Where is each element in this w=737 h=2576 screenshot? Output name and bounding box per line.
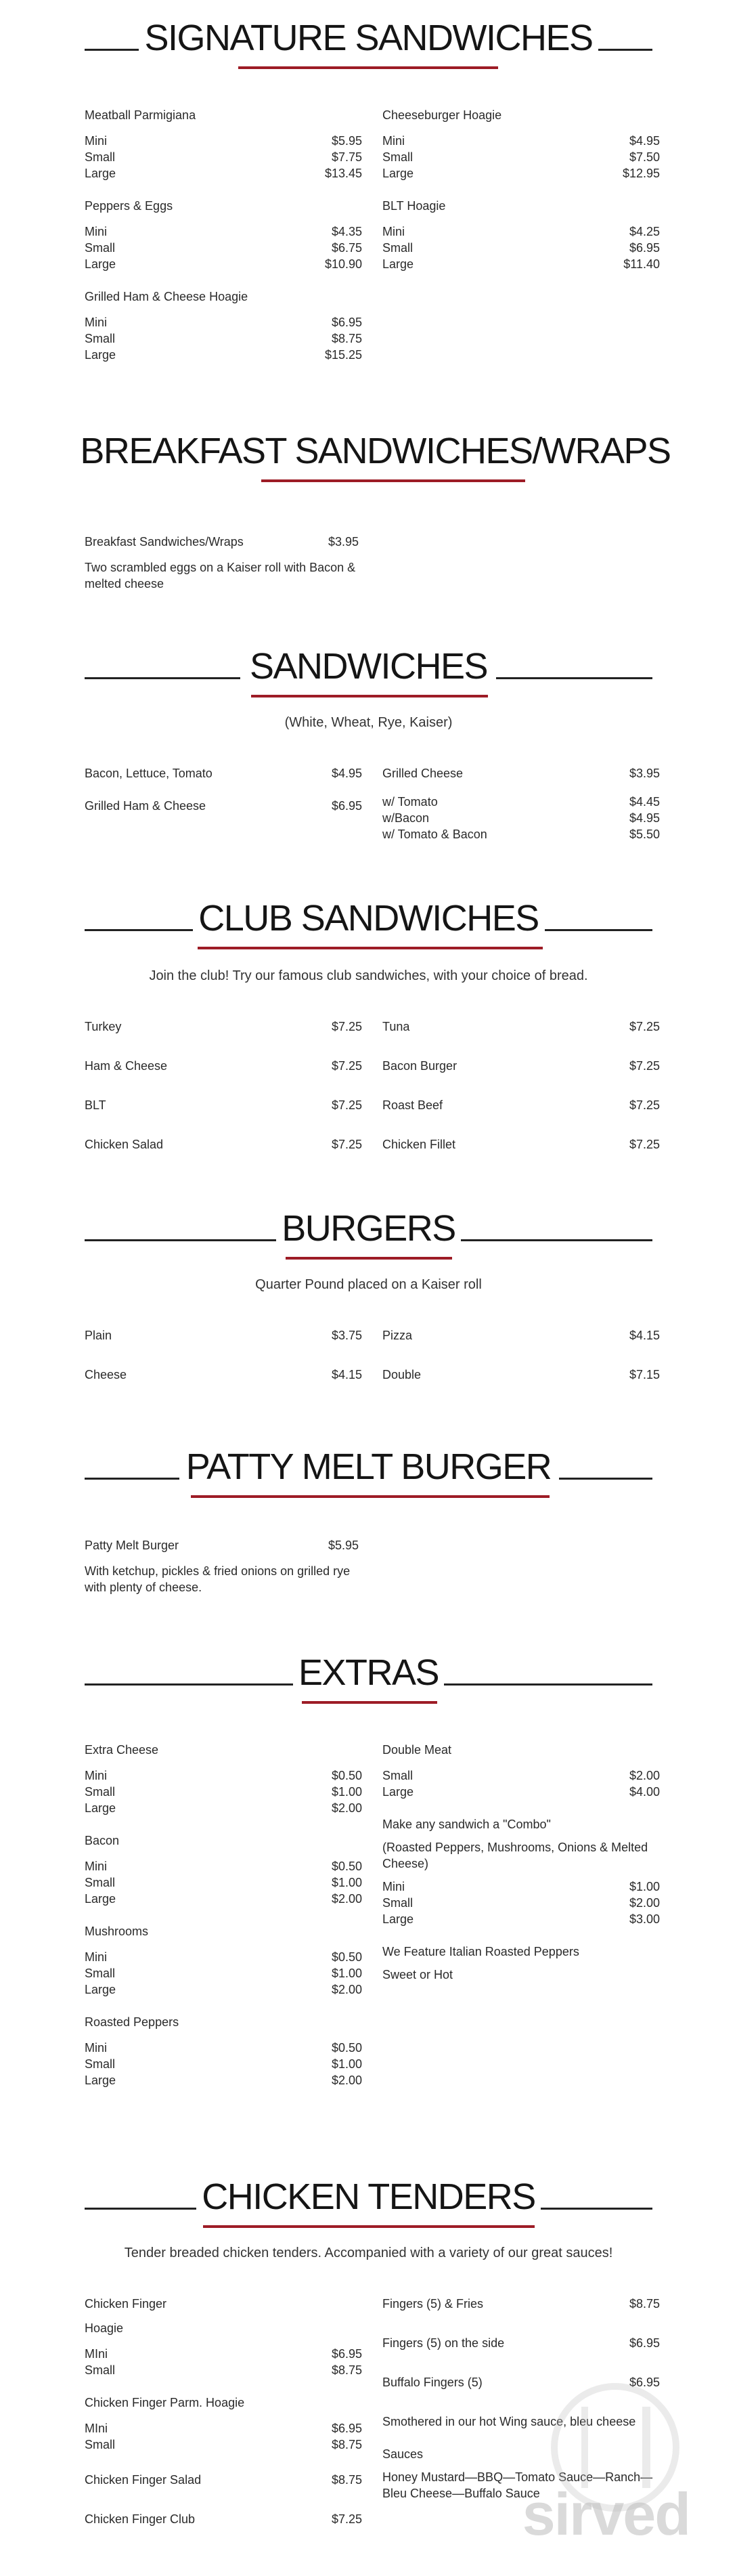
item-description: Two scrambled eggs on a Kaiser roll with Bacon & melted cheese	[85, 561, 356, 591]
item-name: Chicken Finger	[85, 2297, 167, 2311]
club-left-column	[85, 1018, 362, 1176]
item-name: Patty Melt Burger	[85, 1539, 179, 1552]
item-price: $7.25	[331, 1020, 362, 1033]
item-price: $15.25	[324, 348, 362, 362]
price-row	[382, 256, 660, 272]
size-label: Mini	[85, 1769, 108, 1782]
size-label: Roast Beef	[382, 1098, 443, 1112]
item-price: $7.50	[629, 150, 660, 164]
item-price: $4.25	[629, 225, 660, 238]
size-label: Grilled Ham & Cheese	[85, 799, 206, 813]
item-price: $6.95	[629, 2376, 660, 2389]
item-name: Breakfast Sandwiches/Wraps	[85, 535, 244, 549]
menu-item	[382, 2335, 660, 2351]
item-name: Grilled Cheese	[382, 767, 464, 780]
size-label: Pizza	[382, 1329, 413, 1342]
price-row	[85, 1965, 362, 1981]
section-title: BURGERS	[0, 1201, 737, 1255]
item-price: $8.75	[629, 2297, 660, 2311]
size-label: Small	[85, 1876, 116, 1889]
menu-item	[85, 1742, 362, 1816]
menu-item	[382, 198, 660, 272]
extras-section	[0, 1641, 737, 2087]
price-row	[85, 1949, 362, 1965]
menu-item	[85, 1097, 362, 1113]
patty-item	[85, 1537, 362, 1595]
item-price: $7.25	[331, 1098, 362, 1112]
section-title: PATTY MELT BURGER	[0, 1440, 737, 1494]
size-label: Small	[85, 1785, 116, 1799]
price-row	[382, 133, 660, 149]
price-row	[85, 314, 362, 330]
price-row	[85, 1891, 362, 1907]
menu-item	[85, 1136, 362, 1153]
section-title: BREAKFAST SANDWICHES/WRAPS	[7, 424, 737, 478]
breakfast-item	[85, 534, 362, 592]
item-price: $5.50	[629, 828, 660, 841]
item-price: $7.25	[629, 1138, 660, 1151]
menu-item	[85, 798, 362, 814]
size-label: Small	[85, 241, 116, 255]
size-label: w/Bacon	[382, 811, 430, 825]
grilled-cheese-options	[382, 794, 660, 842]
price-row	[382, 149, 660, 165]
item-price: $6.95	[331, 2347, 362, 2361]
title-underline	[238, 66, 498, 69]
item-price: $1.00	[331, 1785, 362, 1799]
item-price: $1.00	[331, 2057, 362, 2071]
size-label: w/ Tomato	[382, 795, 438, 809]
menu-item	[85, 2362, 362, 2378]
item-name: Chicken Finger Parm. Hoagie	[85, 2396, 245, 2409]
item-price: $1.00	[331, 1967, 362, 1980]
title-underline	[191, 1495, 550, 1498]
menu-item	[382, 1097, 660, 1113]
signature-section	[0, 7, 737, 362]
menu-item	[382, 1879, 660, 1895]
item-price: $8.75	[331, 2473, 362, 2487]
size-label: Large	[85, 1892, 116, 1906]
item-name: Cheeseburger Hoagie	[382, 108, 502, 122]
item-price: $4.95	[629, 811, 660, 825]
size-label: Small	[382, 1896, 414, 1910]
menu-item	[85, 2420, 362, 2437]
size-label: Small	[382, 241, 414, 255]
club-section	[0, 887, 737, 1151]
size-label: Large	[382, 1912, 414, 1926]
item-price: $4.00	[629, 1785, 660, 1799]
size-label: Small	[382, 150, 414, 164]
size-label: Bacon Burger	[382, 1059, 457, 1073]
price-row	[85, 2056, 362, 2072]
item-name: BLT Hoagie	[382, 199, 446, 213]
menu-item	[382, 1911, 660, 1927]
menu-item	[382, 1018, 660, 1035]
item-price: $0.50	[331, 1860, 362, 1873]
price-row	[85, 240, 362, 256]
price-list	[85, 2346, 362, 2378]
price-row	[85, 256, 362, 272]
size-label: MIni	[85, 2347, 108, 2361]
item-name: Chicken Finger Club	[85, 2512, 196, 2526]
size-label: Mini	[85, 316, 108, 329]
signature-left-column	[85, 107, 362, 379]
price-row	[85, 347, 362, 363]
menu-item	[382, 1136, 660, 1153]
burgers-section	[0, 1197, 737, 1381]
size-label: Mini	[382, 1880, 405, 1893]
menu-item	[382, 1742, 660, 1800]
size-label: Buffalo Fingers (5)	[382, 2376, 483, 2389]
size-label: Large	[85, 348, 116, 362]
menu-item	[382, 794, 660, 810]
menu-item	[382, 1058, 660, 1074]
size-label: Double	[382, 1368, 422, 1381]
size-label: Mini	[382, 134, 405, 148]
section-subtitle: Quarter Pound placed on a Kaiser roll	[255, 1277, 482, 1292]
size-label: Small	[85, 150, 116, 164]
menu-item	[85, 2472, 362, 2488]
item-price: $4.35	[331, 225, 362, 238]
size-label: Mini	[85, 1950, 108, 1964]
price-row	[85, 1800, 362, 1816]
price-list	[382, 1879, 660, 1927]
size-label: Ham & Cheese	[85, 1059, 168, 1073]
size-label: Mini	[85, 2041, 108, 2055]
size-label: Chicken Fillet	[382, 1138, 456, 1151]
item-price: $4.15	[629, 1329, 660, 1342]
title-underline	[251, 695, 488, 697]
item-price: $6.95	[331, 799, 362, 813]
sandwiches-right-column	[382, 765, 660, 842]
burgers-left-column	[85, 1327, 362, 1406]
menu-item	[382, 1784, 660, 1800]
size-label: Bacon, Lettuce, Tomato	[85, 767, 213, 780]
extras-right-column	[382, 1742, 660, 1983]
price-row	[85, 330, 362, 347]
menu-item	[85, 765, 362, 781]
title-underline	[302, 1701, 437, 1704]
extras-left-column	[85, 1742, 362, 2105]
combo-title: Make any sandwich a "Combo"	[382, 1818, 551, 1831]
combo-description: (Roasted Peppers, Mushrooms, Onions & Melted Cheese)	[382, 1841, 648, 1870]
menu-item	[382, 1895, 660, 1911]
price-row	[85, 1981, 362, 1998]
patty-section	[0, 1436, 737, 1594]
menu-item	[85, 2437, 362, 2453]
item-price: $6.95	[629, 2336, 660, 2350]
size-label: Fingers (5) on the side	[382, 2336, 505, 2350]
item-price: $7.25	[331, 1059, 362, 1073]
item-price: $2.00	[331, 1801, 362, 1815]
price-list	[85, 2420, 362, 2453]
signature-right-column	[382, 107, 660, 288]
burgers-right-column	[382, 1327, 660, 1406]
size-label: Large	[382, 167, 414, 180]
price-row	[85, 1858, 362, 1874]
extras-header	[0, 1641, 737, 1709]
size-label: Plain	[85, 1329, 112, 1342]
item-price: $2.00	[331, 1983, 362, 1996]
price-list	[382, 1767, 660, 1800]
size-label: w/ Tomato & Bacon	[382, 828, 487, 841]
patty-header	[0, 1436, 737, 1503]
item-price: $7.75	[331, 150, 362, 164]
menu-item	[382, 107, 660, 181]
size-label: Mini	[85, 134, 108, 148]
sandwiches-header	[0, 635, 737, 703]
item-price: $0.50	[331, 1950, 362, 1964]
size-label: Mini	[85, 225, 108, 238]
menu-item	[85, 1327, 362, 1344]
item-name: Grilled Ham & Cheese Hoagie	[85, 290, 248, 303]
menu-item	[382, 1327, 660, 1344]
size-label: Large	[85, 1983, 116, 1996]
club-header	[0, 887, 737, 955]
size-label: Small	[85, 332, 116, 345]
item-price: $4.45	[629, 795, 660, 809]
item-name: Extra Cheese	[85, 1743, 159, 1757]
price-row	[85, 1874, 362, 1891]
menu-item	[85, 1058, 362, 1074]
item-price: $3.95	[328, 535, 359, 549]
size-label: Large	[382, 1785, 414, 1799]
item-name: Bacon	[85, 1834, 120, 1847]
item-description: With ketchup, pickles & fried onions on grilled rye with plenty of cheese.	[85, 1564, 351, 1594]
price-row	[382, 240, 660, 256]
item-name: Hoagie	[85, 2321, 124, 2335]
size-label: Mini	[382, 225, 405, 238]
size-label: Tuna	[382, 1020, 410, 1033]
title-underline	[203, 2225, 535, 2228]
watermark-text: sirved	[522, 2481, 690, 2548]
price-row	[85, 2072, 362, 2088]
item-price: $7.25	[331, 1138, 362, 1151]
item-price: $2.00	[629, 1769, 660, 1782]
breakfast-header	[0, 420, 737, 488]
item-price: $1.00	[629, 1880, 660, 1893]
item-price: $5.95	[331, 134, 362, 148]
item-name: Meatball Parmigiana	[85, 108, 196, 122]
menu-item	[85, 2014, 362, 2088]
menu-item	[85, 1923, 362, 1998]
item-price: $3.95	[629, 767, 660, 780]
item-description: Smothered in our hot Wing sauce, bleu cheese	[382, 2415, 636, 2428]
item-price: $4.15	[331, 1368, 362, 1381]
sauces-title: Sauces	[382, 2447, 424, 2461]
size-label: Small	[382, 1769, 414, 1782]
section-title: CHICKEN TENDERS	[0, 2170, 737, 2224]
menu-item	[382, 1367, 660, 1383]
price-row	[85, 223, 362, 240]
item-name: Chicken Finger Salad	[85, 2473, 202, 2487]
item-price: $7.15	[629, 1368, 660, 1381]
sandwiches-section	[0, 635, 737, 841]
size-label: BLT	[85, 1098, 106, 1112]
item-name: Peppers & Eggs	[85, 199, 173, 213]
price-row	[382, 165, 660, 181]
title-underline	[261, 479, 525, 482]
title-underline	[198, 947, 543, 949]
item-price: $2.00	[331, 2074, 362, 2087]
section-subtitle: (White, Wheat, Rye, Kaiser)	[284, 715, 453, 730]
size-label: Large	[85, 1801, 116, 1815]
price-row	[85, 149, 362, 165]
size-label: Small	[85, 2363, 116, 2377]
size-label: Turkey	[85, 1020, 122, 1033]
item-price: $6.75	[331, 241, 362, 255]
item-price: $5.95	[328, 1539, 359, 1552]
menu-item	[382, 810, 660, 826]
item-price: $13.45	[324, 167, 362, 180]
feature-text: We Feature Italian Roasted Peppers	[382, 1945, 579, 1958]
item-price: $0.50	[331, 2041, 362, 2055]
size-label: Small	[85, 2057, 116, 2071]
menu-item	[382, 1767, 660, 1784]
size-label: Large	[382, 257, 414, 271]
item-price: $10.90	[324, 257, 362, 271]
price-row	[85, 133, 362, 149]
item-name: Roasted Peppers	[85, 2015, 179, 2029]
section-title: CLUB SANDWICHES	[0, 891, 737, 945]
club-right-column	[382, 1018, 660, 1176]
signature-header	[0, 7, 737, 74]
menu-item	[382, 826, 660, 842]
item-price: $6.95	[331, 2422, 362, 2435]
breakfast-section	[0, 420, 737, 591]
size-label: Large	[85, 167, 116, 180]
section-title: EXTRAS	[0, 1646, 737, 1700]
item-name: Mushrooms	[85, 1925, 149, 1938]
menu-item	[85, 198, 362, 272]
burgers-header	[0, 1197, 737, 1265]
menu-item	[85, 107, 362, 181]
item-price: $4.95	[629, 134, 660, 148]
size-label: MIni	[85, 2422, 108, 2435]
sandwiches-left-column	[85, 765, 362, 830]
size-label: Large	[85, 257, 116, 271]
item-price: $6.95	[331, 316, 362, 329]
item-price: $11.40	[623, 257, 660, 271]
menu-item	[85, 1018, 362, 1035]
section-subtitle: Tender breaded chicken tenders. Accompanied with a variety of our great sauces!	[124, 2246, 613, 2260]
item-price: $2.00	[331, 1892, 362, 1906]
section-title: SANDWICHES	[0, 639, 737, 693]
sauces-list: Honey Mustard—BBQ—Tomato Sauce—Ranch—Bleu Cheese—Buffalo Sauce	[382, 2470, 653, 2500]
item-price: $7.25	[629, 1020, 660, 1033]
size-label: Large	[85, 2074, 116, 2087]
size-label: Small	[85, 1967, 116, 1980]
price-row	[85, 165, 362, 181]
item-price: $7.25	[629, 1098, 660, 1112]
price-row	[85, 1784, 362, 1800]
menu-item	[85, 1367, 362, 1383]
item-price: $2.00	[629, 1896, 660, 1910]
tenders-header	[0, 2166, 737, 2233]
item-price: $8.75	[331, 2363, 362, 2377]
item-price: $7.25	[331, 2512, 362, 2526]
menu-item	[85, 2511, 362, 2527]
menu-item	[85, 288, 362, 363]
item-price: $8.75	[331, 332, 362, 345]
item-price: $6.95	[629, 241, 660, 255]
title-underline	[286, 1257, 452, 1260]
size-label: Cheese	[85, 1368, 127, 1381]
menu-item	[382, 2296, 660, 2312]
item-price: $0.50	[331, 1769, 362, 1782]
section-title: SIGNATURE SANDWICHES	[0, 11, 737, 65]
section-subtitle: Join the club! Try our famous club sandwiches, with your choice of bread.	[149, 968, 588, 983]
price-row	[85, 1767, 362, 1784]
item-name: Double Meat	[382, 1743, 452, 1757]
item-price: $4.95	[331, 767, 362, 780]
feature-subtext: Sweet or Hot	[382, 1968, 453, 1981]
item-price: $8.75	[331, 2438, 362, 2451]
item-price: $7.25	[629, 1059, 660, 1073]
menu-item	[85, 1832, 362, 1907]
item-price: $3.00	[629, 1912, 660, 1926]
tenders-left-column	[85, 2296, 362, 2527]
size-label: Chicken Salad	[85, 1138, 164, 1151]
size-label: Mini	[85, 1860, 108, 1873]
item-price: $12.95	[622, 167, 660, 180]
price-row	[85, 2040, 362, 2056]
size-label: Fingers (5) & Fries	[382, 2297, 484, 2311]
menu-item	[85, 2346, 362, 2362]
item-price: $1.00	[331, 1876, 362, 1889]
price-row	[382, 223, 660, 240]
size-label: Small	[85, 2438, 116, 2451]
item-price: $3.75	[331, 1329, 362, 1342]
